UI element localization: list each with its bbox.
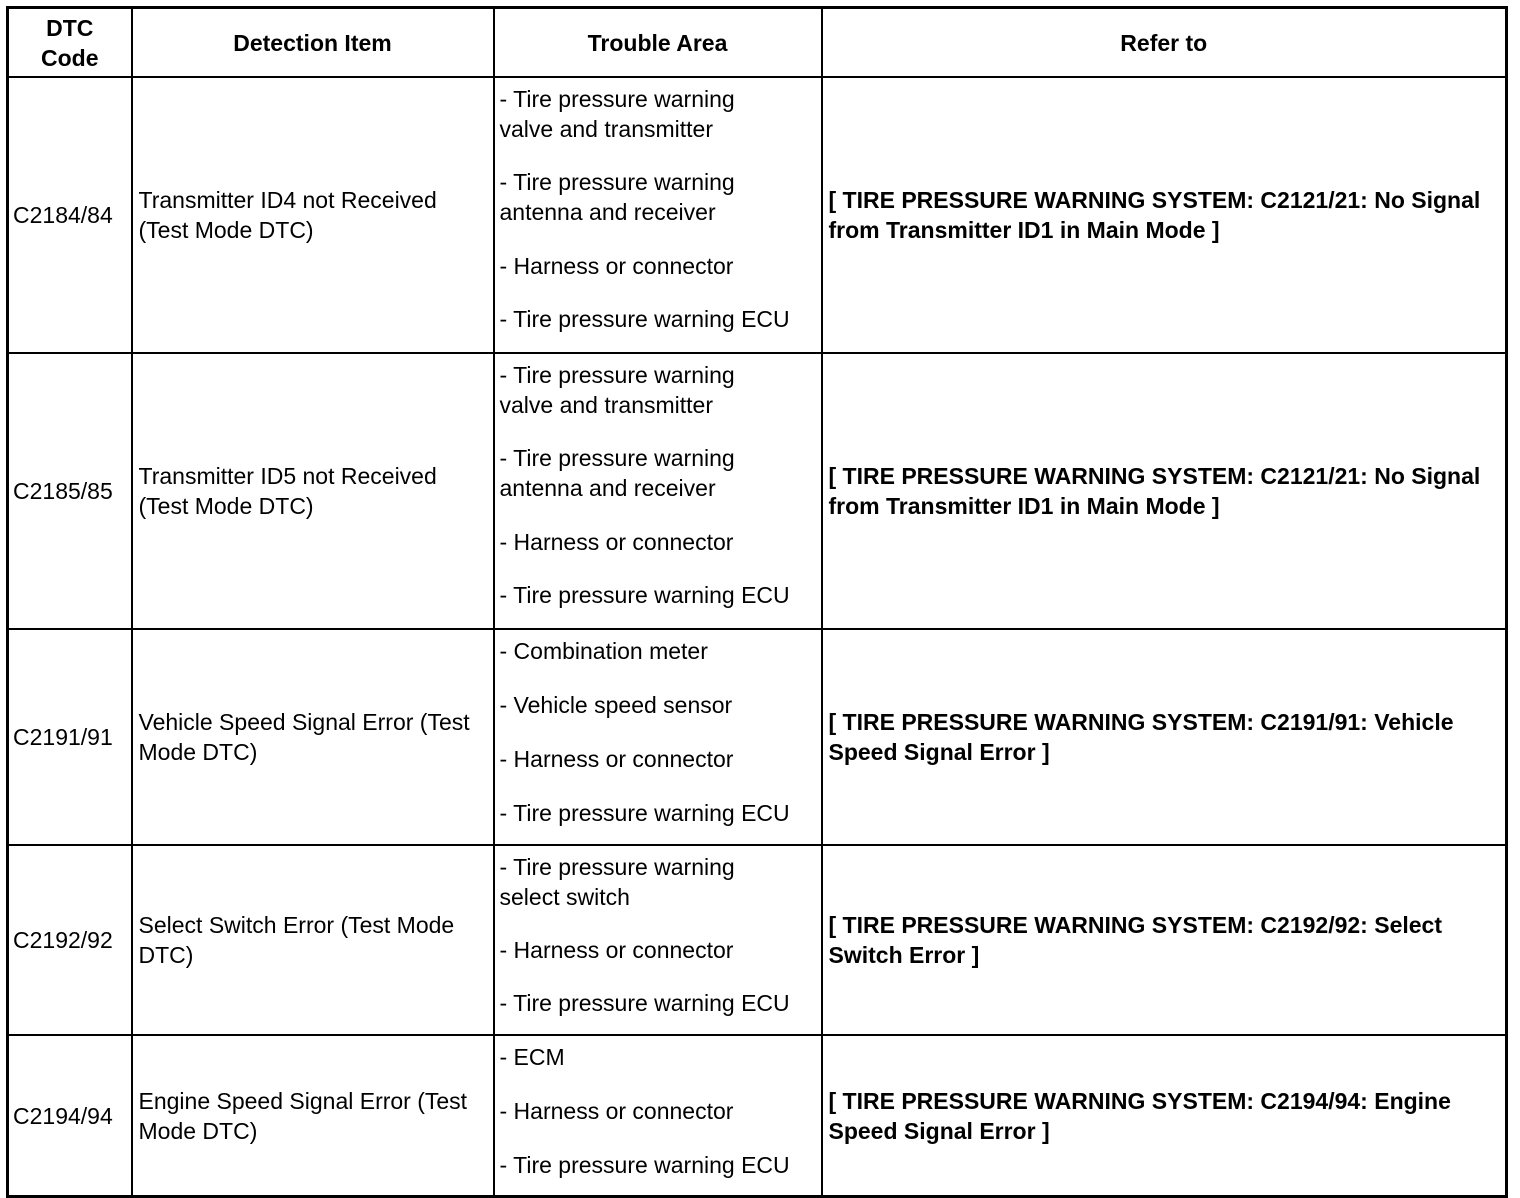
table-row bbox=[8, 629, 1507, 845]
detection-item-cell: Select Switch Error (Test Mode DTC) bbox=[132, 845, 494, 1035]
detection-item-cell: Transmitter ID5 not Received (Test Mode DTC) bbox=[132, 353, 494, 629]
dtc-code-cell: C2185/85 bbox=[8, 353, 132, 629]
detection-item-cell: Engine Speed Signal Error (Test Mode DTC) bbox=[132, 1035, 494, 1197]
dtc-code-cell: C2192/92 bbox=[8, 845, 132, 1035]
trouble-area-item: - Combination meter bbox=[499, 638, 708, 664]
trouble-area-item: - Harness or connector bbox=[499, 252, 734, 279]
trouble-area-item: - Vehicle speed sensor bbox=[499, 692, 733, 718]
header-refer-to: Refer to bbox=[822, 8, 1507, 78]
refer-to-link[interactable]: [ TIRE PRESSURE WARNING SYSTEM: C2121/21: No Signal from Transmitter ID1 in Main Mode ] bbox=[822, 77, 1507, 353]
trouble-area-item: - Tire pressure warning antenna and receiver bbox=[499, 445, 735, 502]
trouble-area-item: - Tire pressure warning ECU bbox=[499, 581, 790, 608]
table-header-row bbox=[8, 8, 1507, 78]
trouble-area-cell bbox=[494, 845, 822, 1035]
header-dtc-code: DTC Code bbox=[8, 8, 132, 78]
dtc-table bbox=[6, 6, 1508, 1198]
refer-to-link[interactable]: [ TIRE PRESSURE WARNING SYSTEM: C2194/94: Engine Speed Signal Error ] bbox=[822, 1035, 1507, 1197]
table-row bbox=[8, 353, 1507, 629]
trouble-area-item: - Tire pressure warning valve and transmitter bbox=[499, 362, 735, 418]
trouble-area-item: - Harness or connector bbox=[499, 528, 734, 555]
header-detection-item: Detection Item bbox=[132, 8, 494, 78]
refer-to-link[interactable]: [ TIRE PRESSURE WARNING SYSTEM: C2121/21: No Signal from Transmitter ID1 in Main Mode ] bbox=[822, 353, 1507, 629]
table-row bbox=[8, 77, 1507, 353]
trouble-area-item: - Harness or connector bbox=[499, 1098, 734, 1124]
trouble-area-cell bbox=[494, 353, 822, 629]
refer-to-link[interactable]: [ TIRE PRESSURE WARNING SYSTEM: C2192/92: Select Switch Error ] bbox=[822, 845, 1507, 1035]
trouble-area-item: - Tire pressure warning ECU bbox=[499, 990, 790, 1016]
table-row bbox=[8, 845, 1507, 1035]
trouble-area-cell bbox=[494, 629, 822, 845]
dtc-code-cell: C2194/94 bbox=[8, 1035, 132, 1197]
trouble-area-item: - ECM bbox=[499, 1044, 565, 1070]
trouble-area-item: - Tire pressure warning ECU bbox=[499, 1152, 790, 1178]
header-trouble-area: Trouble Area bbox=[494, 8, 822, 78]
detection-item-cell: Vehicle Speed Signal Error (Test Mode DTC) bbox=[132, 629, 494, 845]
trouble-area-item: - Tire pressure warning ECU bbox=[499, 305, 790, 332]
trouble-area-item: - Harness or connector bbox=[499, 746, 734, 772]
trouble-area-item: - Tire pressure warning antenna and receiver bbox=[499, 169, 735, 226]
trouble-area-cell bbox=[494, 1035, 822, 1197]
refer-to-link[interactable]: [ TIRE PRESSURE WARNING SYSTEM: C2191/91: Vehicle Speed Signal Error ] bbox=[822, 629, 1507, 845]
trouble-area-item: - Tire pressure warning valve and transmitter bbox=[499, 86, 735, 142]
trouble-area-item: - Harness or connector bbox=[499, 937, 734, 963]
trouble-area-item: - Tire pressure warning ECU bbox=[499, 800, 790, 826]
dtc-code-cell: C2191/91 bbox=[8, 629, 132, 845]
trouble-area-item: - Tire pressure warning select switch bbox=[499, 854, 735, 910]
table-row bbox=[8, 1035, 1507, 1197]
trouble-area-cell bbox=[494, 77, 822, 353]
detection-item-cell: Transmitter ID4 not Received (Test Mode DTC) bbox=[132, 77, 494, 353]
dtc-code-cell: C2184/84 bbox=[8, 77, 132, 353]
